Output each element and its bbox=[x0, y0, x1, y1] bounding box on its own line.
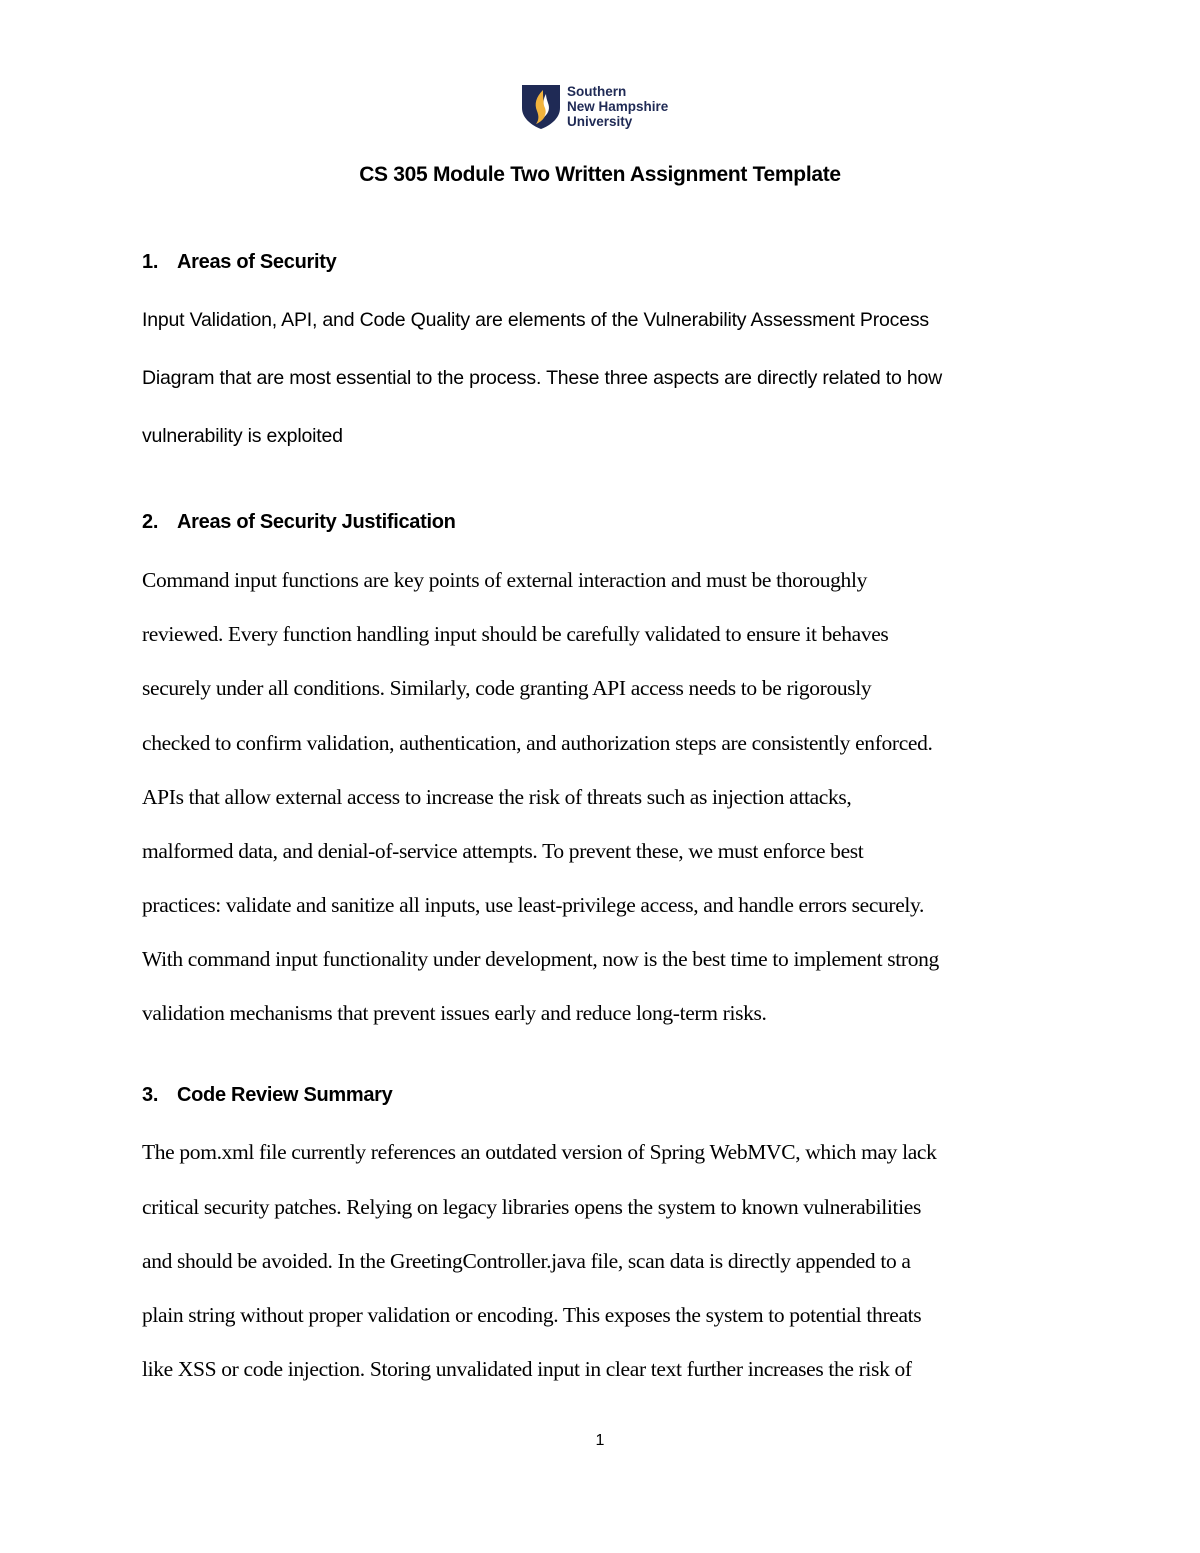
section-title: Areas of Security bbox=[177, 251, 337, 273]
paragraph-line: critical security patches. Relying on legacy libraries opens the system to known vulnerabilities bbox=[142, 1195, 922, 1219]
paragraph-line: Input Validation, API, and Code Quality are elements of the Vulnerability Assessment Process bbox=[142, 309, 929, 331]
section-number: 2. bbox=[142, 511, 159, 533]
logo-line-1: Southern bbox=[567, 84, 627, 99]
paragraph-line: vulnerability is exploited bbox=[142, 425, 343, 447]
paragraph-line: APIs that allow external access to increase the risk of threats such as injection attacks, bbox=[142, 785, 852, 809]
paragraph-line: validation mechanisms that prevent issues early and reduce long-term risks. bbox=[142, 1001, 767, 1025]
section-heading-2 bbox=[142, 511, 456, 534]
logo-wordmark bbox=[567, 84, 668, 129]
paragraph-line: malformed data, and denial-of-service attempts. To prevent these, we must enforce best bbox=[142, 839, 864, 863]
page-number: 1 bbox=[595, 1432, 605, 1449]
paragraph-line: Command input functions are key points of external interaction and must be thoroughly bbox=[142, 568, 867, 592]
logo-line-2: New Hampshire bbox=[567, 99, 669, 114]
paragraph-line: With command input functionality under development, now is the best time to implement strong bbox=[142, 947, 939, 971]
university-logo bbox=[521, 84, 691, 134]
paragraph-line: checked to confirm validation, authentication, and authorization steps are consistently enforced. bbox=[142, 731, 933, 755]
paragraph-line: securely under all conditions. Similarly, code granting API access needs to be rigorously bbox=[142, 676, 872, 700]
section-heading-3 bbox=[142, 1084, 393, 1107]
document-title: CS 305 Module Two Written Assignment Template bbox=[359, 163, 841, 186]
shield-icon bbox=[521, 84, 561, 130]
paragraph-line: plain string without proper validation or encoding. This exposes the system to potential threats bbox=[142, 1303, 922, 1327]
section-title: Areas of Security Justification bbox=[177, 511, 456, 533]
paragraph-line: like XSS or code injection. Storing unvalidated input in clear text further increases the risk of bbox=[142, 1357, 912, 1381]
paragraph-line: practices: validate and sanitize all inputs, use least-privilege access, and handle errors securely. bbox=[142, 893, 925, 917]
logo-line-3: University bbox=[567, 114, 633, 129]
paragraph-line: The pom.xml file currently references an outdated version of Spring WebMVC, which may lack bbox=[142, 1140, 937, 1164]
section-number: 1. bbox=[142, 251, 159, 273]
section-heading-1 bbox=[142, 251, 336, 274]
paragraph-line: Diagram that are most essential to the process. These three aspects are directly related to how bbox=[142, 367, 943, 389]
section-number: 3. bbox=[142, 1084, 159, 1106]
section-title: Code Review Summary bbox=[177, 1084, 393, 1106]
paragraph-line: and should be avoided. In the GreetingController.java file, scan data is directly appended to a bbox=[142, 1249, 911, 1273]
paragraph-line: reviewed. Every function handling input should be carefully validated to ensure it behaves bbox=[142, 622, 889, 646]
